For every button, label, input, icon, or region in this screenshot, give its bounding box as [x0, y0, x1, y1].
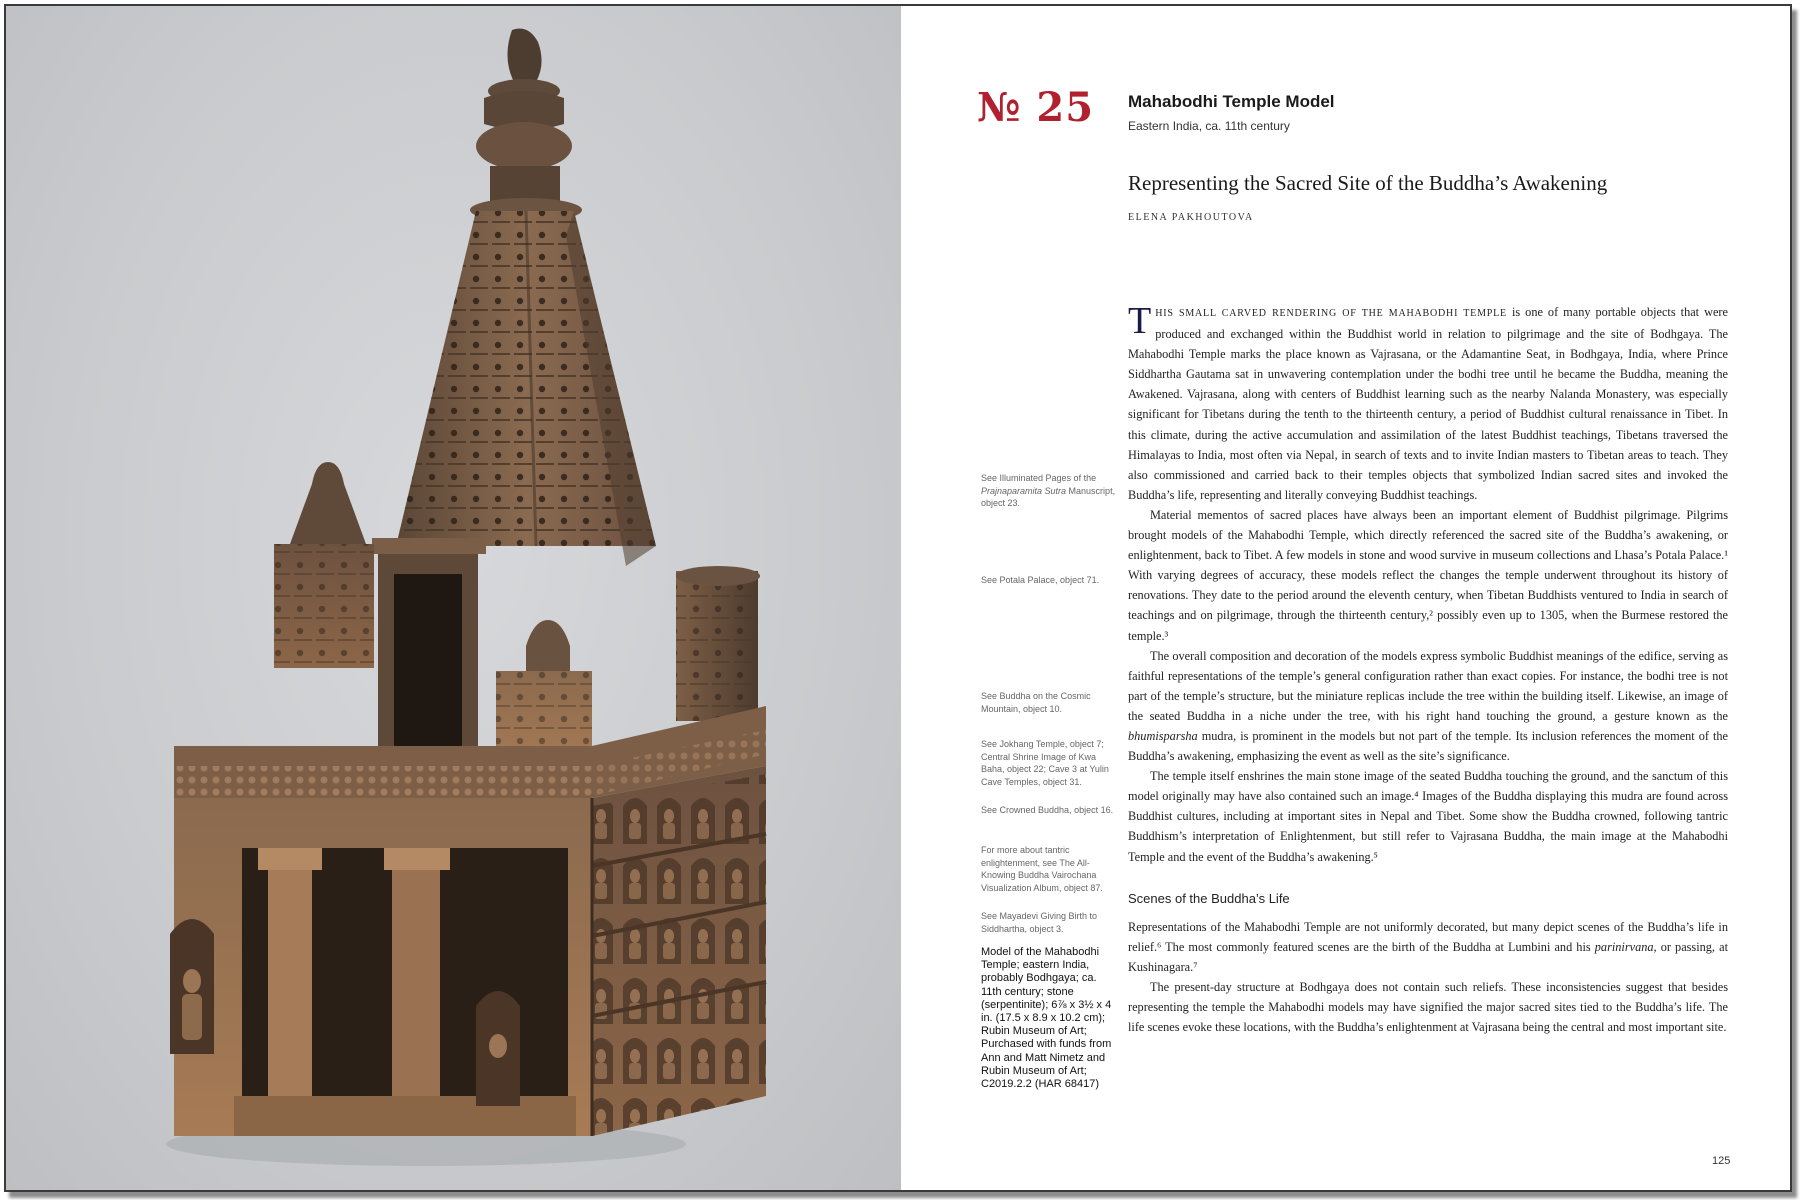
sidenote-text: See Illuminated Pages of the — [981, 473, 1097, 483]
sidenote: See Crowned Buddha, object 16. — [981, 805, 1114, 815]
essay-author: ELENA PAKHOUTOVA — [1128, 212, 1254, 223]
sidenote: See Buddha on the Cosmic Mountain, object 10. — [981, 691, 1091, 714]
object-title: Mahabodhi Temple Model — [1128, 92, 1335, 111]
paragraph: The present-day structure at Bodhgaya does not contain such reliefs. These inconsistencies suggest that besides representing the temple the Mahabodhi models may have signified the major sacred sites tied to the Buddha’s life. The life scenes evoke these locations, with the Buddha’s enlightenment at Vajrasana being the central and most important site. — [1128, 980, 1728, 1035]
sidenote — [981, 472, 1117, 510]
object-subtitle: Eastern India, ca. 11th century — [1128, 119, 1290, 133]
paragraph-text: Representations of the Mahabodhi Temple are not uniformly decorated, but many depict scenes of the Buddha’s life in relief.⁶ The most commonly featured scenes are the birth of the Buddha at Lumbini and his — [1128, 919, 1728, 954]
temple-model-photo — [6, 6, 901, 1190]
paragraph — [1128, 917, 1728, 977]
sidenote: For more about tantric enlightenment, see The All-Knowing Buddha Vairochana Visualization Album, object 87. — [981, 845, 1103, 893]
lead-in: HIS SMALL CARVED RENDERING OF THE MAHABODHI TEMPLE — [1155, 308, 1507, 319]
sidenote: See Mayadevi Giving Birth to Siddhartha, object 3. — [981, 911, 1098, 934]
paragraph: The temple itself enshrines the main stone image of the seated Buddha touching the ground, and the sanctum of this model originally may have also contained such an image.⁴ Images of the Buddha displaying this mudra are found across Buddhist cultures, including at important sites in Nepal and Tibet. Some show the Buddha crowned, following tantric Buddhism’s interpretation of Enlightenment, but still refer to Vajrasana Buddha, the main image at the Mahabodhi Temple and the event of the Buddha’s awakening.⁵ — [1128, 769, 1728, 864]
paragraph — [1128, 302, 1728, 505]
italic-term: parinirvana — [1594, 939, 1654, 954]
sidenote: See Jokhang Temple, object 7; Central Shrine Image of Kwa Baha, object 22; Cave 3 at Yulin Cave Temples, object 31. — [981, 739, 1109, 787]
paragraph-text: , or passing, at Kushinagara.⁷ — [1128, 939, 1728, 974]
section-heading: Scenes of the Buddha’s Life — [1128, 890, 1290, 906]
paragraph: Material mementos of sacred places have always been an important element of Buddhist pilgrimage. Pilgrims brought models of the Mahabodhi Temple, which directly referenced the sacred site of the Buddha’s awakening, or enlightenment, back to Tibet. A few models in stone and wood survive in museum collections and Lhasa’s Potala Palace.¹ With varying degrees of accuracy, these models reflect the changes the temple underwent throughout its history of renovations. They date to the period around the eleventh century, when Tibetan Buddhists ventured to India in search of teachings and on pilgrimage, through the thirteenth century,² possibly even up to 1305, when the Burmese restored the temple.³ — [1128, 507, 1728, 643]
paragraph-text: is one of many portable objects that were produced and exchanged within the Buddhist world in relation to pilgrimage and the site of Bodhgaya. The Mahabodhi Temple marks the place known as Vajrasana, or the Adamantine Seat, in Bodhgaya, India, where Prince Siddhartha Gautama sat in unwavering contemplation under the bodhi tree until he became the Buddha, meaning the Awakened. Vajrasana, along with centers of Buddhist learning such as the nearby Nalanda Monastery, was especially significant for Tibetans during the tenth to the thirteenth century, a period of Buddhist cultural renaissance in Tibet. In this climate, during the active accumulation and assimilation of the latest Buddhist teachings, Tibetans traversed the Himalayas to India, most often via Nepal, in search of texts and to invite Indian masters to Tibetan areas to teach. They also commissioned and carried back to their temples objects that symbolized Indian sacred sites and invoked the Buddha’s life, representing and literally conveying Buddhist teachings. — [1128, 305, 1728, 502]
essay-body — [1128, 302, 1728, 1037]
page-number: 125 — [1712, 1155, 1731, 1167]
paragraph-text: mudra, is prominent in the models but not part of the temple. Its inclusion references the moment of the Buddha’s awakening, emphasizing the event as well as the site’s significance. — [1128, 728, 1728, 764]
sidenote-text: Manuscript, object 23. — [981, 485, 1116, 508]
sidenote: See Potala Palace, object 71. — [981, 575, 1100, 585]
paragraph-text: The overall composition and decoration of the models express symbolic Buddhist meanings of the edifice, serving as faithful representations of the temple’s general configuration rather than exact copies. For instance, the bodhi tree is not part of the temple’s structure, but the miniature replicas include the tree within the building itself. Likewise, an image of the seated Buddha in a niche under the tree, with his right hand touching the ground, a gesture known as the — [1128, 648, 1728, 723]
temple-model-illustration — [6, 6, 901, 1190]
sidenote-italic: Prajnaparamita Sutra — [981, 485, 1067, 496]
book-spread — [4, 4, 1792, 1192]
object-number: № 25 — [977, 84, 1095, 131]
figure-caption: Model of the Mahabodhi Temple; eastern India, probably Bodhgaya; ca. 11th century; stone (serpentinite); 6⅞ x 3½ x 4 in. (17.5 x 8.9 x 10.2 cm); Rubin Museum of Art; Purchased with funds from Ann and Matt Nimetz and Rubin Museum of Art; C2019.2.2 (HAR 68417) — [981, 946, 1112, 1091]
text-page — [901, 6, 1790, 1190]
paragraph — [1128, 646, 1728, 767]
italic-term: bhumisparsha — [1128, 728, 1198, 743]
essay-title: Representing the Sacred Site of the Buddha’s Awakening — [1128, 171, 1608, 195]
drop-cap: T — [1128, 300, 1152, 342]
